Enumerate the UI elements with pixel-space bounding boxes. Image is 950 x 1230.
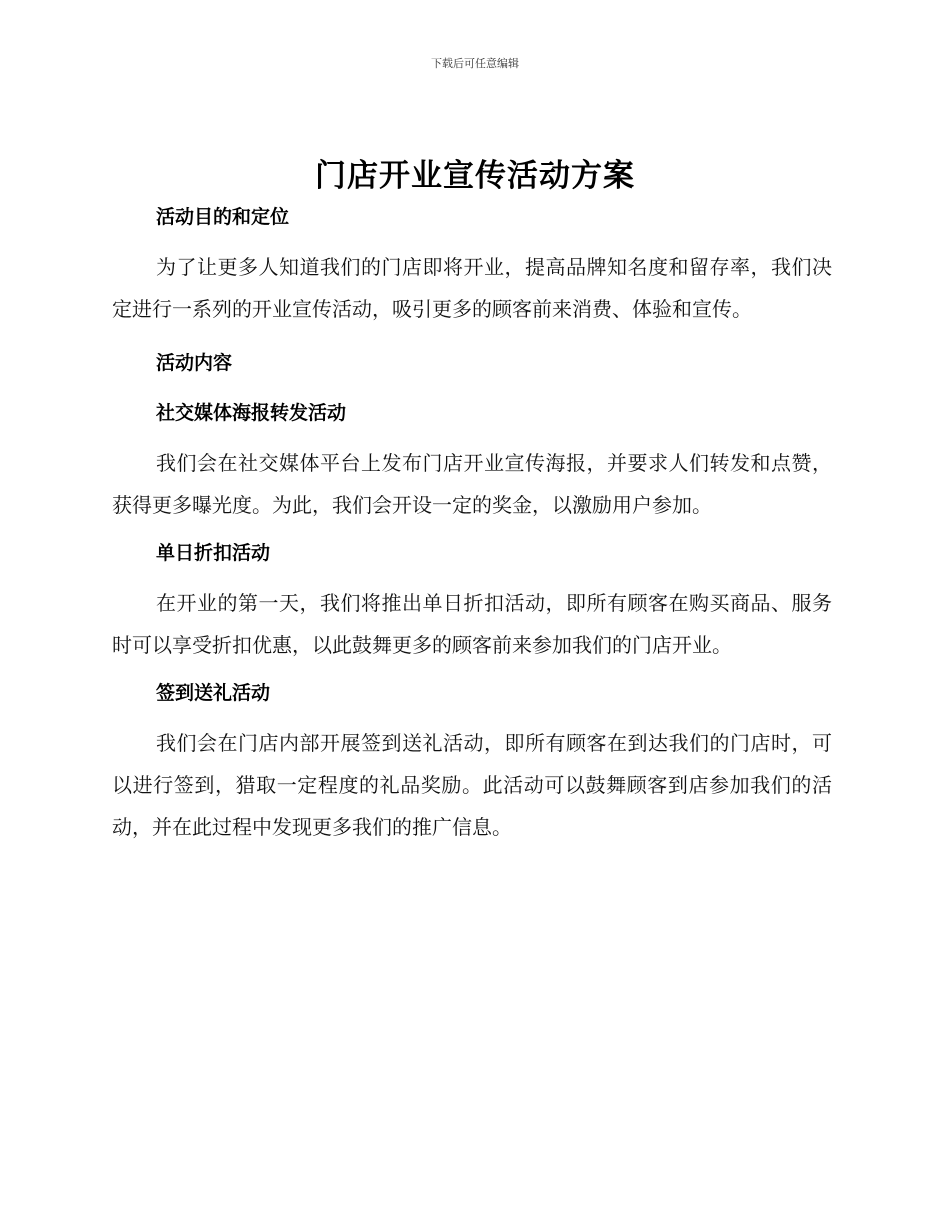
- spacer: [112, 710, 832, 722]
- purpose-heading: 活动目的和定位: [156, 206, 290, 228]
- spacer: [112, 570, 832, 582]
- social-heading: 社交媒体海报转发活动: [156, 402, 347, 424]
- spacer: [112, 380, 832, 396]
- spacer: [112, 234, 832, 246]
- social-paragraph: 我们会在社交媒体平台上发布门店开业宣传海报，并要求人们转发和点赞，获得更多曝光度。为此，我们会开设一定的奖金，以激励用户参加。: [112, 451, 832, 517]
- document-title: 门店开业宣传活动方案: [315, 158, 635, 194]
- purpose-paragraph: 为了让更多人知道我们的门店即将开业，提高品牌知名度和留存率，我们决定进行一系列的开业宣传活动，吸引更多的顾客前来消费、体验和宣传。: [112, 255, 832, 321]
- spacer: [112, 330, 832, 346]
- spacer: [112, 666, 832, 676]
- discount-paragraph: 在开业的第一天，我们将推出单日折扣活动，即所有顾客在购买商品、服务时可以享受折扣优惠，以此鼓舞更多的顾客前来参加我们的门店开业。: [112, 591, 832, 657]
- content-heading: 活动内容: [156, 352, 233, 374]
- discount-heading: 单日折扣活动: [156, 542, 271, 564]
- spacer: [112, 430, 832, 442]
- checkin-paragraph: 我们会在门店内部开展签到送礼活动，即所有顾客在到达我们的门店时，可以进行签到，猎取一定程度的礼品奖励。此活动可以鼓舞顾客到店参加我们的活动，并在此过程中发现更多我们的推广信息。: [112, 731, 832, 839]
- header-note: 下载后可任意编辑: [431, 57, 519, 70]
- spacer: [112, 526, 832, 536]
- document-body: [112, 200, 832, 848]
- checkin-heading: 签到送礼活动: [156, 682, 271, 704]
